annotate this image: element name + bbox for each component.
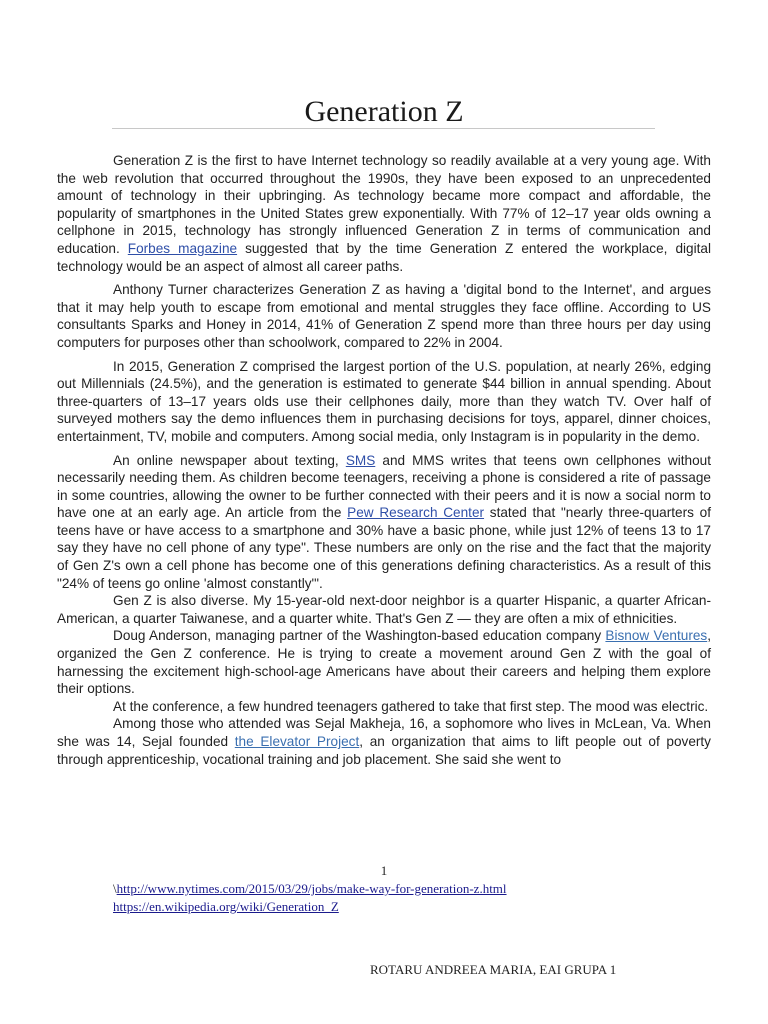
- footnote-prefix: \: [113, 881, 117, 896]
- bisnow-ventures-link[interactable]: Bisnow Ventures: [605, 628, 708, 644]
- paragraph-text: Generation Z is the first to have Internet technology so readily available at a very young age. With the web revolution that occurred throughout the 1990s, they have been exposed to an unprecedented amount of technology in their upbringing. As technology became more compact and affordable, the popularity of smartphones in the United States grew exponentially. With 77% of 12–17 year olds owning a cellphone in 2015, technology has strongly influenced Generation Z in terms of communication and education.: [57, 153, 711, 256]
- paragraph-text: Among those who attended was Sejal Makheja, 16, a sophomore who lives in McLean, Va. When she was 14, Sejal founded: [57, 716, 711, 749]
- paragraph-text: stated that "nearly three-quarters of teens have or have access to a smartphone and 30% have a basic phone, while just 12% of teens 13 to 17 say they have no cell phone of any type". These numbers are only on the rise and the fact that the majority of Gen Z's own a cell phone has become one of this generations defining characteristics. As a result of this "24% of teens go online 'almost constantly'".: [57, 505, 712, 591]
- paragraph-text: and MMS writes that teens own cellphones without necessarily needing them. As children become teenagers, receiving a phone is considered a rite of passage in some countries, allowing the owner to be further connected with their peers and it is now a social norm to have one at an early age. An article from the: [57, 452, 711, 521]
- sms-link[interactable]: SMS: [345, 452, 376, 468]
- article-body: [57, 152, 711, 768]
- forbes-magazine-link[interactable]: Forbes magazine: [127, 240, 238, 256]
- footnote-1: [113, 880, 713, 898]
- footnote-2: [113, 898, 713, 916]
- paragraph-8: [57, 715, 711, 768]
- paragraph-2: Anthony Turner characterizes Generation Z as having a 'digital bond to the Internet', and argues that it may help youth to escape from emotional and mental struggles they face offline. According to US consultants Sparks and Honey in 2014, 41% of Generation Z spend more than three hours per day using computers for purposes other than schoolwork, compared to 22% in 2004.: [57, 282, 711, 350]
- paragraph-text: suggested that by the time Generation Z entered the workplace, digital technology would be an aspect of almost all career paths.: [57, 240, 711, 274]
- paragraph-3: In 2015, Generation Z comprised the largest portion of the U.S. population, at nearly 26%, edging out Millennials (24.5%), and the generation is estimated to generate $44 billion in annual spending. About three-quarters of 13–17 years olds use their cellphones daily, more than they watch TV. Over half of surveyed mothers say the demo influences them in purchasing decisions for toys, apparel, dinner choices, entertainment, TV, mobile and computers. Among social media, only Instagram is in popularity in the demo.: [57, 358, 711, 444]
- page-footer: ROTARU ANDREEA MARIA, EAI GRUPA 1: [370, 962, 617, 977]
- page-title: Generation Z: [304, 95, 464, 128]
- page-number: 1: [380, 863, 388, 878]
- paragraph-6: [57, 627, 711, 697]
- paragraph-text: An online newspaper about texting,: [113, 452, 346, 468]
- title-divider: [112, 128, 655, 129]
- wikipedia-footnote-link[interactable]: https://en.wikipedia.org/wiki/Generation_Z: [113, 899, 339, 914]
- paragraph-1: [57, 152, 711, 275]
- pew-research-center-link[interactable]: Pew Research Center: [347, 505, 485, 521]
- paragraph-text: , an organization that aims to lift people out of poverty through apprenticeship, vocational training and job placement. She said she went to: [57, 734, 711, 767]
- paragraph-7: At the conference, a few hundred teenagers gathered to take that first step. The mood was electric.: [113, 698, 709, 714]
- nytimes-footnote-link[interactable]: http://www.nytimes.com/2015/03/29/jobs/make-way-for-generation-z.html: [116, 881, 507, 896]
- paragraph-text: , organized the Gen Z conference. He is trying to create a movement around Gen Z with the goal of harnessing the excitement high-school-age Americans have about their careers and helping them explore their options.: [57, 628, 711, 697]
- elevator-project-link[interactable]: the Elevator Project: [234, 734, 360, 749]
- paragraph-5: Gen Z is also diverse. My 15-year-old next-door neighbor is a quarter Hispanic, a quarter African-American, a quarter Taiwanese, and a quarter white. That's Gen Z — they are often a mix of ethnicities.: [57, 593, 711, 626]
- paragraph-4: [57, 452, 711, 593]
- footnotes: [113, 880, 713, 916]
- paragraph-text: Doug Anderson, managing partner of the Washington-based education company: [113, 628, 606, 644]
